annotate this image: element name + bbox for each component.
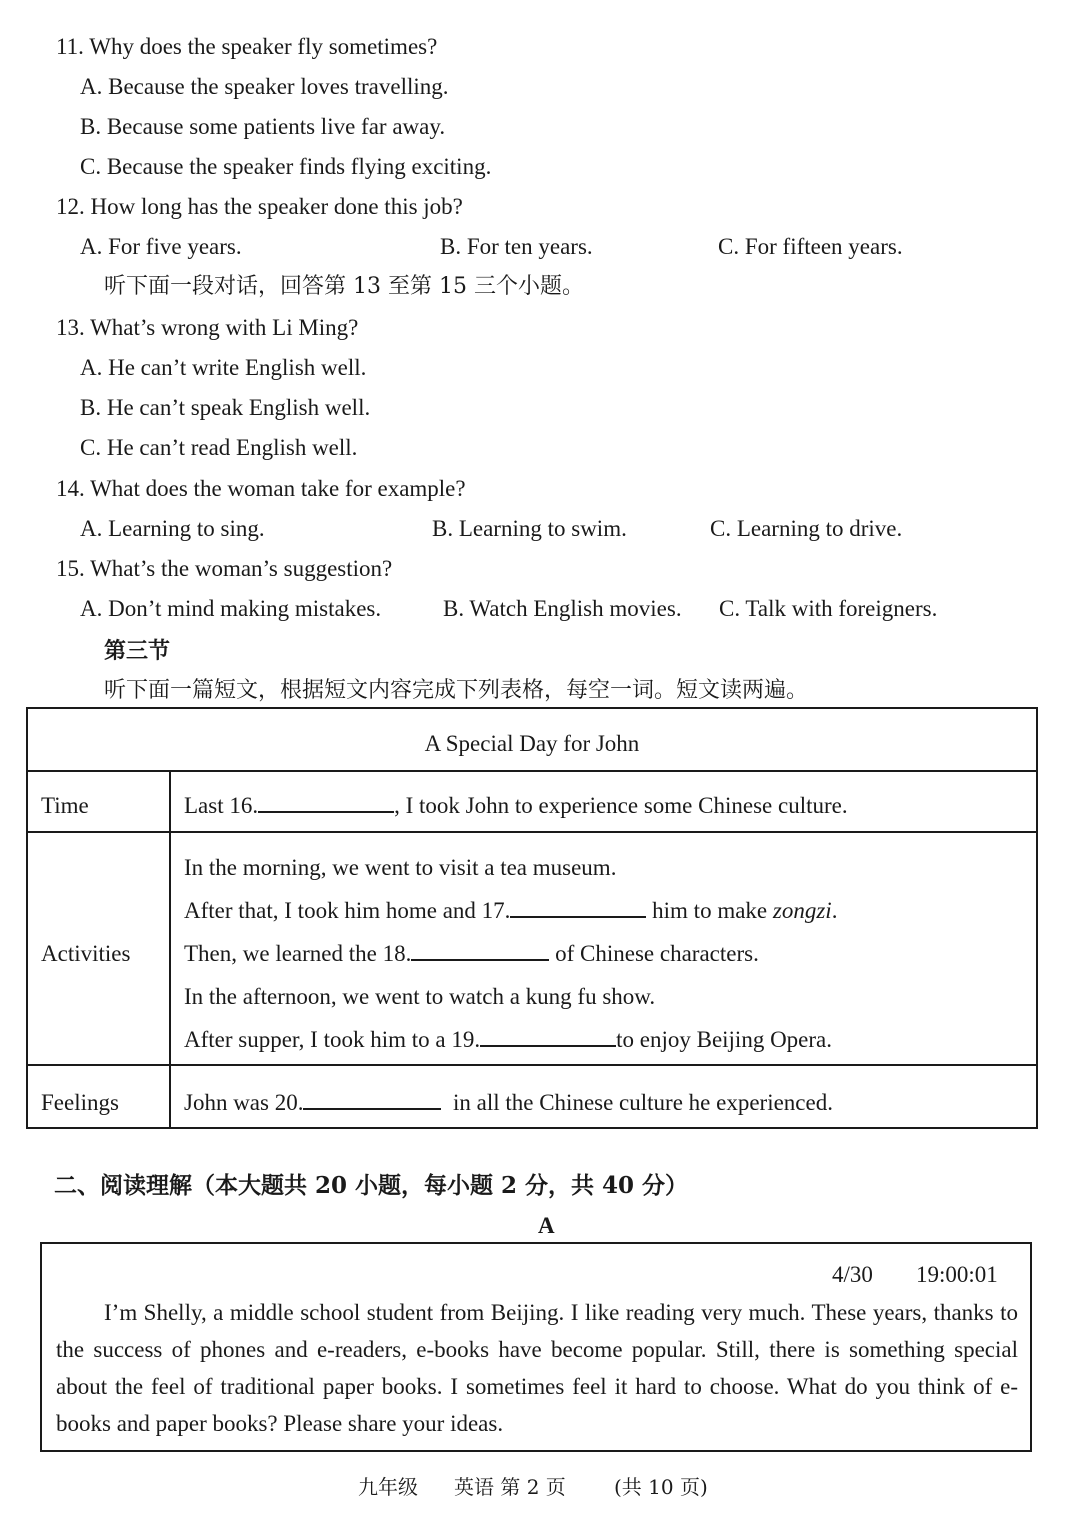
activity-3-pre: Then, we learned the 18.	[184, 941, 412, 966]
answer-blank-18[interactable]	[411, 939, 549, 961]
time-text-post: , I took John to experience some Chinese culture.	[394, 793, 848, 818]
q15-option-b: B. Watch English movies.	[443, 596, 682, 621]
passage-date: 4/30	[832, 1262, 873, 1287]
q12-option-a: A. For five years.	[80, 234, 242, 259]
time-text-pre: Last 16.	[184, 793, 259, 818]
footer-total-pages: (共 10 页)	[614, 1475, 708, 1499]
passage-body: I’m Shelly, a middle school student from Beijing. I like reading very much. These years, thanks to the success of phones and e-readers, e-books have become popular. Still, there is something special about the feel of traditional paper books. I sometimes feel it hard to choose. What do you think of e-books and paper books? Please share your ideas.	[56, 1300, 1018, 1436]
passage-letter: A	[538, 1213, 555, 1238]
time-row-content	[184, 791, 848, 821]
q13-option-c: C. He can’t read English well.	[80, 435, 358, 460]
answer-blank-20[interactable]	[303, 1088, 441, 1110]
activity-2-mid: him to make	[652, 898, 773, 923]
answer-blank-17[interactable]	[510, 896, 646, 918]
activity-line-3	[184, 939, 759, 969]
footer-subject-page: 英语 第 2 页	[454, 1475, 566, 1499]
feelings-text-pre: John was 20.	[184, 1090, 304, 1115]
activities-label: Activities	[41, 941, 131, 966]
activity-line-5	[184, 1025, 832, 1055]
section-3-title: 第三节	[104, 638, 171, 664]
q14-option-c: C. Learning to drive.	[710, 516, 903, 541]
question-14: 14. What does the woman take for example?	[56, 476, 466, 501]
activity-5-post: to enjoy Beijing Opera.	[616, 1027, 833, 1052]
question-11: 11. Why does the speaker fly sometimes?	[56, 34, 438, 59]
feelings-text-post: in all the Chinese culture he experienced.	[452, 1090, 833, 1115]
activity-2-end: .	[831, 898, 838, 923]
q11-option-c: C. Because the speaker finds flying exciting.	[80, 154, 492, 179]
activity-line-2	[184, 896, 837, 926]
activity-5-pre: After supper, I took him to a 19.	[184, 1027, 481, 1052]
q15-option-c: C. Talk with foreigners.	[719, 596, 938, 621]
question-13: 13. What’s wrong with Li Ming?	[56, 315, 359, 340]
q12-option-c: C. For fifteen years.	[718, 234, 903, 259]
feelings-label: Feelings	[41, 1090, 119, 1115]
time-label: Time	[41, 793, 89, 818]
q11-option-b: B. Because some patients live far away.	[80, 114, 446, 139]
activity-2-italic: zongzi	[772, 898, 832, 923]
answer-table	[26, 707, 1038, 1129]
q13-option-b: B. He can’t speak English well.	[80, 395, 371, 420]
q13-option-a: A. He can’t write English well.	[80, 355, 367, 380]
question-12: 12. How long has the speaker done this job?	[56, 194, 463, 219]
activity-line-4: In the afternoon, we went to watch a kung fu show.	[184, 984, 656, 1009]
activity-line-1: In the morning, we went to visit a tea museum.	[184, 855, 617, 880]
q11-option-a: A. Because the speaker loves travelling.	[80, 74, 449, 99]
passage-box	[40, 1242, 1032, 1452]
question-15: 15. What’s the woman’s suggestion?	[56, 556, 393, 581]
answer-blank-19[interactable]	[480, 1025, 616, 1047]
passage-time: 19:00:01	[916, 1262, 998, 1287]
instruction-13-15: 听下面一段对话，回答第 13 至第 15 三个小题。	[104, 274, 584, 299]
activity-2-pre: After that, I took him home and 17.	[184, 898, 511, 923]
answer-blank-16[interactable]	[258, 791, 394, 813]
part-2-heading: 二、阅读理解（本大题共 20 小题，每小题 2 分，共 40 分）	[54, 1172, 689, 1199]
q12-option-b: B. For ten years.	[440, 234, 593, 259]
footer-grade: 九年级	[358, 1475, 418, 1499]
activity-3-post: of Chinese characters.	[555, 941, 759, 966]
feelings-row-content	[184, 1088, 833, 1118]
q14-option-b: B. Learning to swim.	[432, 516, 627, 541]
passage-text	[56, 1294, 1018, 1442]
section-3-instruction: 听下面一篇短文，根据短文内容完成下列表格，每空一词。短文读两遍。	[104, 678, 809, 703]
q14-option-a: A. Learning to sing.	[80, 516, 265, 541]
q15-option-a: A. Don’t mind making mistakes.	[80, 596, 382, 621]
table-title: A Special Day for John	[424, 731, 640, 756]
